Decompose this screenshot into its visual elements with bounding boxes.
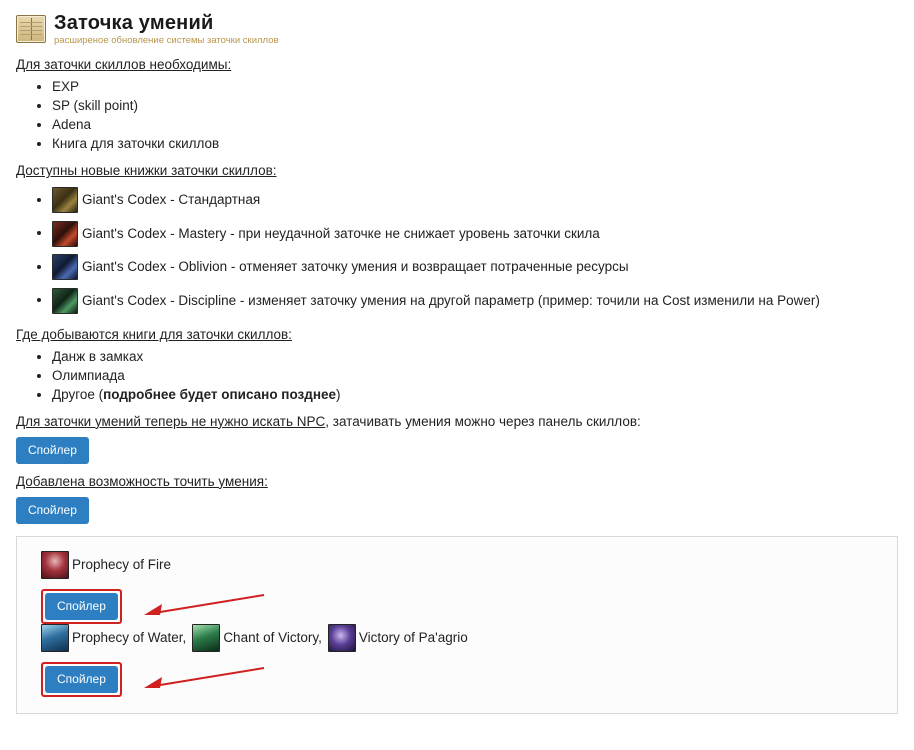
spoiler-4-row — [33, 654, 881, 697]
list-item: • Олимпиада — [52, 366, 898, 385]
prophecy-of-water-icon — [41, 624, 69, 652]
list-item — [52, 184, 898, 216]
spoiler-panel — [16, 536, 898, 714]
list-item: • Книга для заточки скиллов — [52, 134, 898, 153]
list-item — [52, 284, 898, 316]
books-list — [16, 184, 898, 317]
npc-note-underlined: Для заточки умений теперь не нужно искать NPC — [16, 413, 326, 429]
books-heading: Доступны новые книжки заточки скиллов: — [16, 163, 277, 178]
skill-label: Victory of Pa'agrio — [358, 629, 468, 645]
book-name: • Giant's Codex - Mastery - при неудачной заточке не снижает уровень заточки скила — [82, 225, 600, 241]
list-item: • EXP — [52, 77, 898, 96]
codex-discipline-icon — [52, 288, 78, 314]
list-item: • Данж в замках — [52, 347, 898, 366]
sharpen-note — [16, 473, 898, 491]
book-name: • Giant's Codex - Discipline - изменяет заточку умения на другой параметр (пример: точили на Cost изменили на Power) — [82, 292, 820, 308]
page-content — [0, 56, 914, 524]
spoiler-button-2[interactable]: Спойлер — [16, 497, 89, 524]
prophecy-of-fire-icon — [41, 551, 69, 579]
npc-note-rest: , затачивать умения можно через панель скиллов: — [325, 413, 641, 429]
spoiler-button-1[interactable]: Спойлер — [16, 437, 89, 464]
victory-of-paagrio-icon — [328, 624, 356, 652]
spoiler-2-wrap — [16, 497, 898, 524]
book-name: • Giant's Codex - Стандартная — [82, 192, 261, 208]
footer-strip — [0, 746, 914, 750]
spoiler-button-4[interactable]: Спойлер — [45, 666, 118, 693]
arrow-icon — [138, 593, 268, 622]
book-icon — [16, 13, 46, 43]
list-item — [52, 251, 898, 283]
spoiler-button-3-highlight — [41, 589, 122, 624]
list-item: • Другое (подробнее будет описано позднее) — [52, 385, 898, 404]
spoiler-1-wrap — [16, 437, 898, 464]
list-item: • Adena — [52, 115, 898, 134]
where-emphasis: подробнее будет описано позднее — [103, 386, 336, 402]
spoiler-3-row — [33, 581, 881, 624]
skill-label: Prophecy of Water, — [72, 629, 187, 645]
chant-of-victory-icon — [192, 624, 220, 652]
book-name: • Giant's Codex - Oblivion - отменяет заточку умения и возвращает потраченные ресурсы — [82, 259, 629, 275]
page-header — [0, 0, 914, 47]
title-block — [54, 12, 279, 47]
skill-label: Chant of Victory, — [223, 629, 322, 645]
sharpen-note-text: Добавлена возможность точить умения: — [16, 473, 268, 489]
arrow-icon — [138, 666, 268, 695]
page-title: Заточка умений — [54, 12, 214, 34]
spoiler-button-4-highlight — [41, 662, 122, 697]
npc-note — [16, 413, 898, 431]
list-item: • SP (skill point) — [52, 96, 898, 115]
skill-line-group — [41, 624, 881, 652]
skill-label: Prophecy of Fire — [72, 556, 172, 572]
skill-line-single — [41, 551, 881, 579]
codex-standard-icon — [52, 187, 78, 213]
page-subtitle: расширеное обновление системы заточки скиллов — [54, 35, 279, 46]
codex-mastery-icon — [52, 221, 78, 247]
requirements-heading: Для заточки скиллов необходимы: — [16, 57, 232, 72]
spoiler-button-3[interactable]: Спойлер — [45, 593, 118, 620]
requirements-list — [16, 77, 898, 153]
codex-oblivion-icon — [52, 254, 78, 280]
where-list — [16, 347, 898, 404]
where-heading: Где добываются книги для заточки скиллов: — [16, 326, 292, 342]
list-item — [52, 217, 898, 249]
